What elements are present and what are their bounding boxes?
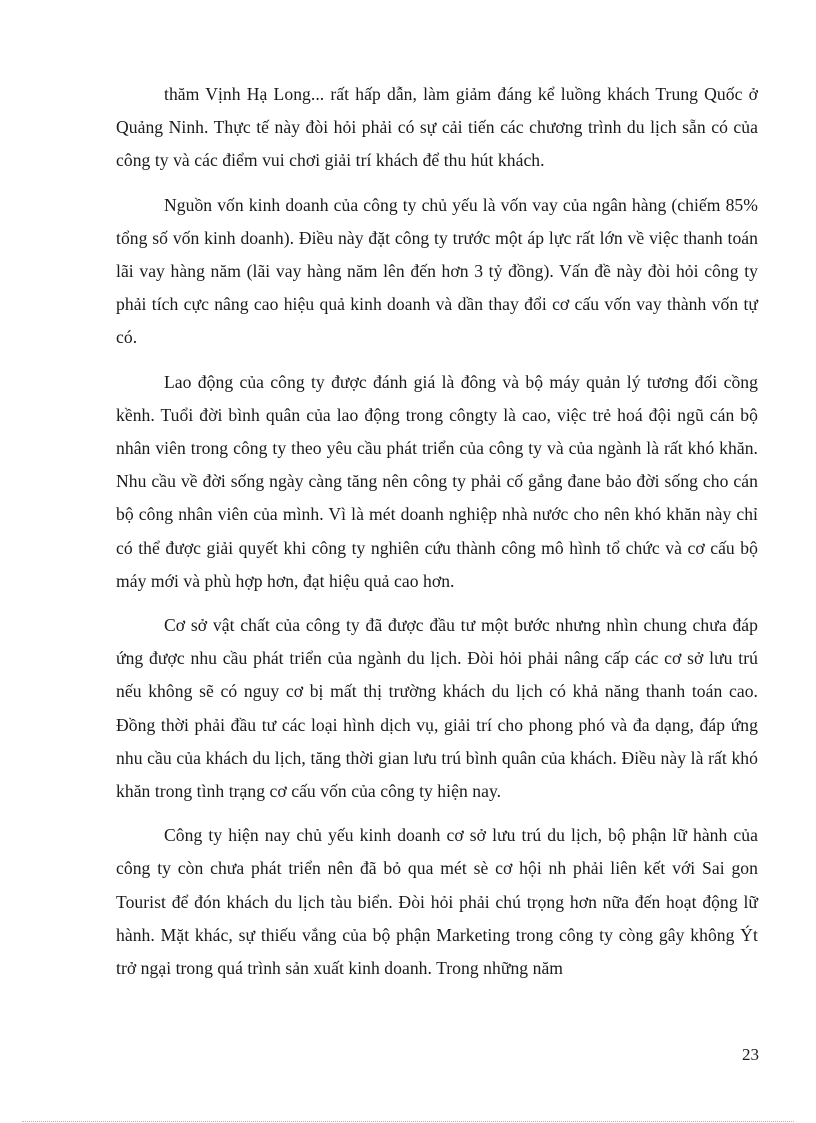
page-bottom-divider xyxy=(22,1121,794,1122)
paragraph-capital-sources: Nguồn vốn kinh doanh của công ty chủ yếu là vốn vay của ngân hàng (chiếm 85% tổng số vốn kinh doanh). Điều này đặt công ty trước một áp lực rất lớn về việc thanh toán lãi vay hàng năm (lãi vay hàng năm lên đến hơn 3 tỷ đồng). Vấn đề này đòi hỏi công ty phải tích cực nâng cao hiệu quả kinh doanh và dần thay đổi cơ cấu vốn vay thành vốn tự có. xyxy=(116,194,758,348)
paragraph-continuation: thăm Vịnh Hạ Long... rất hấp dẫn, làm giảm đáng kể luồng khách Trung Quốc ở Quảng Ninh. Thực tế này đòi hỏi phải có sự cải tiến các chương trình du lịch sẵn có của công ty và các điểm vui chơi giải trí khách để thu hút khách. xyxy=(116,84,758,171)
page-number: 23 xyxy=(742,1045,759,1064)
paragraph-business-operations: Công ty hiện nay chủ yếu kinh doanh cơ sở lưu trú du lịch, bộ phận lữ hành của công ty còn chưa phát triển nên đã bỏ qua mét sè cơ hội nh phải liên kết với Sai gon Tourist để đón khách du lịch tàu biển. Đòi hỏi phải chú trọng hơn nữa đến hoạt động lữ hành. Mặt khác, sự thiếu vắng của bộ phận Marketing trong công ty còng gây không Ýt trở ngại trong quá trình sản xuất kinh doanh. Trong những năm xyxy=(116,825,758,979)
paragraph-facilities: Cơ sở vật chất của công ty đã được đầu tư một bước nhưng nhìn chung chưa đáp ứng được nhu cầu phát triển của ngành du lịch. Đòi hỏi phải nâng cấp các cơ sở lưu trú nếu không sẽ có nguy cơ bị mất thị trường khách du lịch có khả năng thanh toán cao. Đồng thời phải đầu tư các loại hình dịch vụ, giải trí cho phong phó và đa dạng, đáp ứng nhu cầu của khách du lịch, tăng thời gian lưu trú bình quân của khách. Điều này là rất khó khăn trong tình trạng cơ cấu vốn của công ty hiện nay. xyxy=(116,615,758,802)
paragraph-labor: Lao động của công ty được đánh giá là đông và bộ máy quản lý tương đối cồng kềnh. Tuổi đời bình quân của lao động trong côngty là cao, việc trẻ hoá đội ngũ cán bộ nhân viên trong công ty theo yêu cầu phát triển của công ty và của ngành là rất khó khăn. Nhu cầu về đời sống ngày càng tăng nên công ty phải cố gắng đane bảo đời sống cho cán bộ công nhân viên của mình. Vì là mét doanh nghiệp nhà nước cho nên khó khăn này chỉ có thể được giải quyết khi công ty nghiên cứu thành công mô hình tổ chức và cơ cấu bộ máy mới và phù hợp hơn, đạt hiệu quả cao hơn. xyxy=(116,371,758,591)
body-text xyxy=(116,78,758,996)
